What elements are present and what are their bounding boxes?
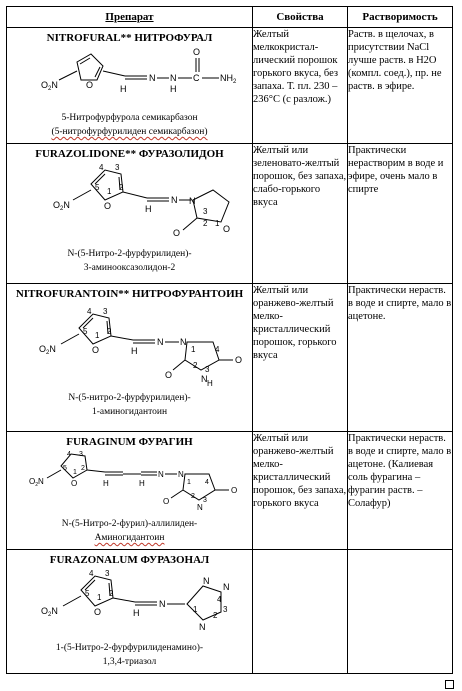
svg-text:3: 3 — [103, 307, 108, 316]
solubility-cell: Практически нерастворим в воде и эфире, очень мало в спирте — [348, 144, 453, 284]
chem-alt-name: 1,3,4-триазол — [102, 657, 157, 667]
svg-text:O: O — [235, 355, 243, 365]
properties-cell: Желтый или зеленовато-желтый порошок, без запаха, слабо-горького вкуса — [253, 144, 348, 284]
table-row — [7, 550, 453, 674]
svg-text:N: N — [223, 582, 230, 592]
svg-text:N: N — [203, 576, 210, 586]
table-row — [7, 28, 453, 144]
svg-text:O: O — [104, 201, 112, 211]
svg-text:3: 3 — [79, 451, 83, 458]
svg-text:H: H — [207, 379, 213, 386]
svg-text:N: N — [197, 503, 203, 512]
chem-name: N-(5-нитро-2-фурфурилиден)- — [68, 393, 191, 403]
drug-name: FURAZONALUM ФУРАЗОНАЛ — [49, 554, 210, 566]
o2n-label: $O_2N$ — [41, 80, 58, 92]
svg-text:5: 5 — [83, 327, 88, 336]
drug-name: NITROFURAL** НИТРОФУРАЛ — [46, 32, 213, 44]
table-row — [7, 144, 453, 284]
svg-text:NH2: $NH_2$ — [220, 73, 237, 85]
svg-text:O: O — [193, 47, 201, 57]
svg-text:N: N — [171, 195, 178, 205]
svg-text:4: 4 — [99, 163, 104, 172]
svg-text:3: 3 — [223, 605, 228, 614]
svg-text:2: 2 — [81, 465, 85, 472]
svg-text:O: O — [71, 479, 78, 488]
svg-text:H: H — [145, 204, 152, 214]
svg-text:O: O — [165, 370, 173, 380]
solubility-cell: Практически нераств. в воде и спирте, мало в ацетоне. (Калиевая соль фурагина – фурагин раств. – Солафур) — [348, 432, 453, 550]
svg-text:N: N — [158, 470, 164, 479]
chem-alt-name: (5-нитрофурфурилиден семикарбазон) — [51, 127, 208, 137]
structure-furazonal — [7, 566, 251, 636]
svg-text:1: 1 — [187, 479, 191, 486]
solubility-cell: Практически нераств. в воде и спирте, мало в ацетоне. — [348, 284, 453, 432]
chem-alt-name: 1-аминогидантоин — [91, 407, 168, 417]
chem-name: N-(5-Нитро-2-фурфурилиден)- — [67, 249, 192, 259]
svg-text:H: H — [139, 479, 145, 488]
svg-text:2: 2 — [119, 183, 124, 192]
svg-text:3: 3 — [203, 497, 207, 504]
drug-name: NITROFURANTOIN** НИТРОФУРАНТОИН — [15, 288, 244, 300]
svg-text:1: 1 — [191, 345, 196, 354]
structure-furazolidone — [7, 160, 251, 242]
svg-text:2: 2 — [191, 493, 195, 500]
svg-text:O2N: $O_2N$ — [41, 606, 58, 618]
header-properties: Свойства — [253, 7, 348, 28]
drug-cell — [7, 432, 253, 550]
svg-text:3: 3 — [203, 207, 208, 216]
svg-text:2: 2 — [107, 327, 112, 336]
svg-text:1: 1 — [193, 605, 198, 614]
drug-cell — [7, 28, 253, 144]
properties-cell: Желтый или оранжево-желтый мелко-кристаллический порошок, горького вкуса — [253, 284, 348, 432]
atom-o: O — [86, 80, 94, 90]
structure-nitrofural — [7, 44, 251, 106]
svg-text:5: 5 — [95, 183, 100, 192]
svg-text:O: O — [163, 497, 170, 506]
svg-text:4: 4 — [217, 595, 222, 604]
atom-n: N — [149, 73, 156, 83]
drug-cell — [7, 144, 253, 284]
svg-text:H: H — [131, 346, 138, 356]
svg-text:1: 1 — [215, 219, 220, 228]
svg-text:O: O — [173, 228, 181, 238]
svg-text:O: O — [92, 345, 100, 355]
atom-h: H — [120, 84, 127, 94]
table-row — [7, 284, 453, 432]
svg-text:2: 2 — [109, 589, 114, 598]
svg-text:O2N: $O_2N$ — [39, 344, 56, 356]
structure-furagin — [7, 448, 251, 512]
svg-text:O2N: $O_2N$ — [29, 477, 44, 488]
svg-text:N: N — [189, 196, 196, 206]
chem-name: 1-(5-Нитро-2-фурфурилиденамино)- — [55, 643, 204, 653]
svg-text:3: 3 — [105, 569, 110, 578]
drug-cell — [7, 284, 253, 432]
svg-text:2: 2 — [203, 219, 208, 228]
chem-alt-name: 3-аминооксазолидон-2 — [83, 263, 176, 273]
svg-text:O2N: $O_2N$ — [53, 200, 70, 212]
svg-text:5: 5 — [63, 465, 67, 472]
svg-text:1: 1 — [97, 593, 102, 602]
chem-name: N-(5-Нитро-2-фурил)-аллилиден- — [61, 519, 198, 529]
header-row — [7, 7, 453, 28]
svg-text:2: 2 — [193, 361, 198, 370]
svg-text:3: 3 — [115, 163, 120, 172]
svg-text:O: O — [94, 607, 102, 617]
svg-text:N: N — [180, 337, 187, 347]
svg-text:5: 5 — [85, 589, 90, 598]
svg-text:2: 2 — [213, 611, 218, 620]
drug-cell — [7, 550, 253, 674]
svg-text:N: N — [201, 374, 208, 384]
svg-text:N: N — [170, 73, 177, 83]
svg-text:N: N — [199, 622, 206, 632]
header-drug: Препарат — [7, 7, 253, 28]
solubility-cell: Раств. в щелочах, в присутствии NaCl лучше раств. в H2O (компл. соед.), пр. не раств. в эфире. — [348, 28, 453, 144]
resize-handle[interactable] — [445, 680, 454, 689]
svg-text:1: 1 — [95, 331, 100, 340]
header-solubility: Растворимость — [348, 7, 453, 28]
chem-alt-name: Аминогидантоин — [94, 533, 165, 543]
svg-text:3: 3 — [205, 365, 210, 374]
svg-text:N: N — [159, 599, 166, 609]
properties-cell: Желтый или оранжево-желтый мелко-кристаллический порошок, без запаха, горького вкуса — [253, 432, 348, 550]
svg-text:O: O — [231, 486, 238, 495]
drug-name: FURAGINUM ФУРАГИН — [66, 436, 193, 448]
drug-table — [6, 6, 453, 674]
svg-text:4: 4 — [87, 307, 92, 316]
svg-text:N: N — [157, 337, 164, 347]
svg-text:4: 4 — [215, 345, 220, 354]
svg-text:4: 4 — [205, 479, 209, 486]
svg-text:C: C — [193, 73, 200, 83]
svg-text:1: 1 — [73, 469, 77, 476]
drug-name: FURAZOLIDONE** ФУРАЗОЛИДОН — [35, 148, 224, 160]
properties-cell — [253, 550, 348, 674]
svg-text:H: H — [170, 84, 177, 94]
svg-text:H: H — [133, 608, 140, 618]
svg-text:4: 4 — [67, 451, 71, 458]
svg-text:1: 1 — [107, 187, 112, 196]
svg-text:H: H — [103, 479, 109, 488]
properties-cell: Желтый мелкокристал-лический порошок горького вкуса, без запаха. Т. пл. 230 – 236°С (с разлож.) — [253, 28, 348, 144]
table-row — [7, 432, 453, 550]
chem-name: 5-Нитрофурфурола семикарбазон — [61, 113, 198, 123]
solubility-cell — [348, 550, 453, 674]
svg-text:N: N — [178, 470, 184, 479]
svg-text:4: 4 — [89, 569, 94, 578]
svg-text:O: O — [223, 224, 231, 234]
structure-nitrofurantoin — [7, 300, 251, 386]
